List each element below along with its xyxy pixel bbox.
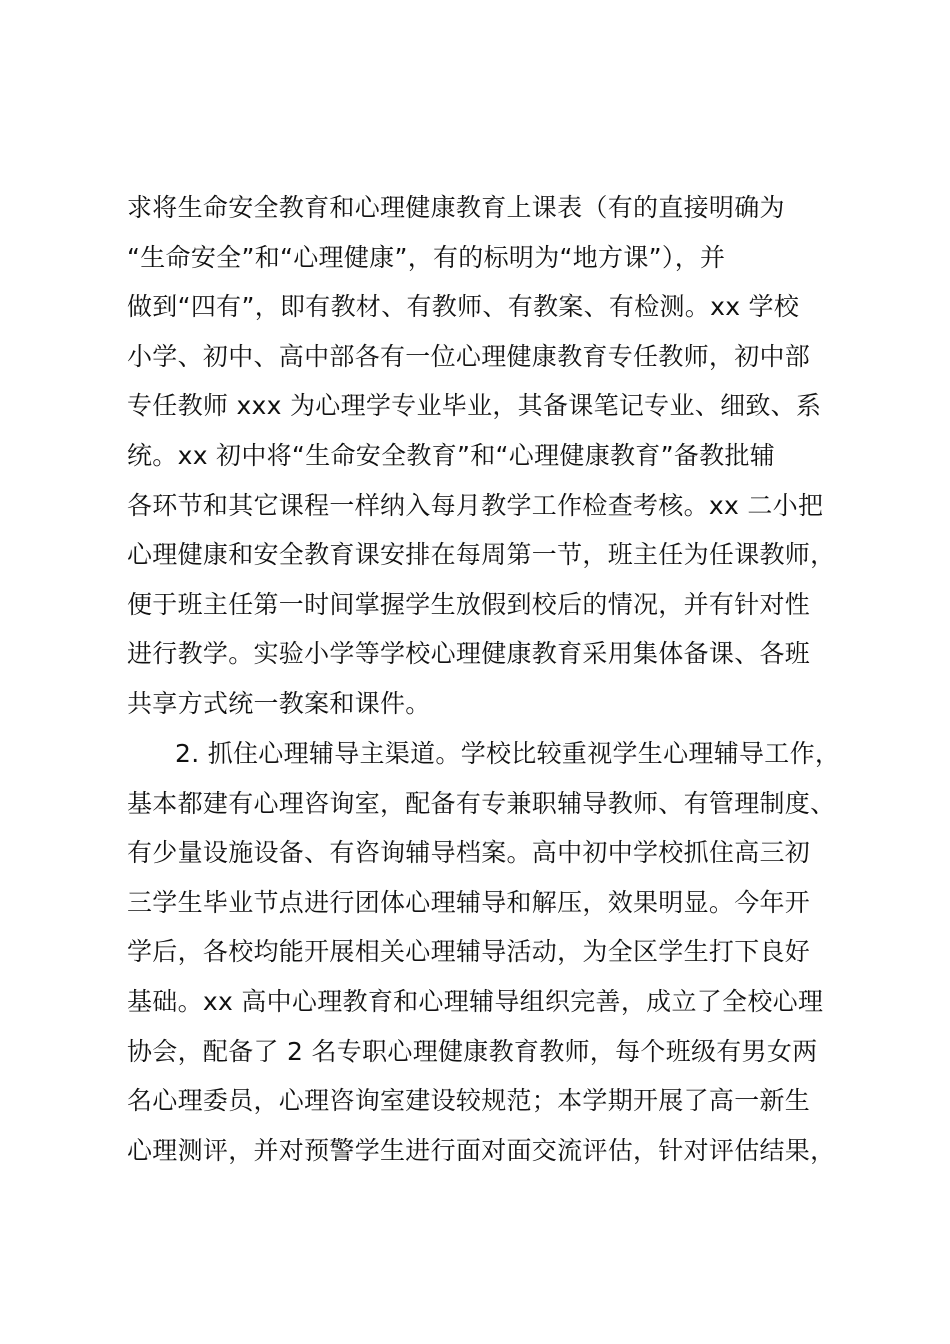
paragraph-line: 三学生毕业节点进行团体心理辅导和解压，效果明显。今年开 <box>127 887 811 917</box>
paragraph-line: 学后，各校均能开展相关心理辅导活动，为全区学生打下良好 <box>127 937 811 967</box>
paragraph-line: 有少量设施设备、有咨询辅导档案。高中初中学校抓住高三初 <box>127 838 811 868</box>
paragraph-line: 心理健康和安全教育课安排在每周第一节，班主任为任课教师， <box>127 540 836 570</box>
paragraph-guidance-channel <box>127 729 841 1175</box>
paragraph-line: 2. 抓住心理辅导主渠道。学校比较重视学生心理辅导工作， <box>175 739 841 768</box>
paragraph-line: 基本都建有心理咨询室，配备有专兼职辅导教师、有管理制度、 <box>127 788 836 818</box>
paragraph-line: 进行教学。实验小学等学校心理健康教育采用集体备课、各班 <box>127 639 811 669</box>
paragraph-line: 共享方式统一教案和课件。 <box>127 688 431 718</box>
paragraph-line: 心理测评，并对预警学生进行面对面交流评估，针对评估结果， <box>127 1135 836 1165</box>
paragraph-line: 名心理委员，心理咨询室建设较规范；本学期开展了高一新生 <box>127 1086 811 1116</box>
paragraph-line: 小学、初中、高中部各有一位心理健康教育专任教师，初中部 <box>127 341 811 371</box>
paragraph-continued <box>127 183 836 729</box>
paragraph-line: 专任教师 xxx 为心理学专业毕业，其备课笔记专业、细致、系 <box>127 391 822 421</box>
paragraph-line: 统。xx 初中将“生命安全教育”和“心理健康教育”备教批辅 <box>127 440 776 470</box>
paragraph-line: 做到“四有”，即有教材、有教师、有教案、有检测。xx 学校 <box>127 292 800 322</box>
paragraph-line: 协会，配备了 2 名专职心理健康教育教师，每个班级有男女两 <box>127 1036 818 1066</box>
paragraph-line: 基础。xx 高中心理教育和心理辅导组织完善，成立了全校心理 <box>127 986 824 1016</box>
paragraph-line: “生命安全”和“心理健康”，有的标明为“地方课”），并 <box>127 242 726 272</box>
paragraph-line: 便于班主任第一时间掌握学生放假到校后的情况，并有针对性 <box>127 589 811 619</box>
paragraph-line: 求将生命安全教育和心理健康教育上课表（有的直接明确为 <box>127 193 785 222</box>
paragraph-line: 各环节和其它课程一样纳入每月教学工作检查考核。xx 二小把 <box>127 490 824 520</box>
